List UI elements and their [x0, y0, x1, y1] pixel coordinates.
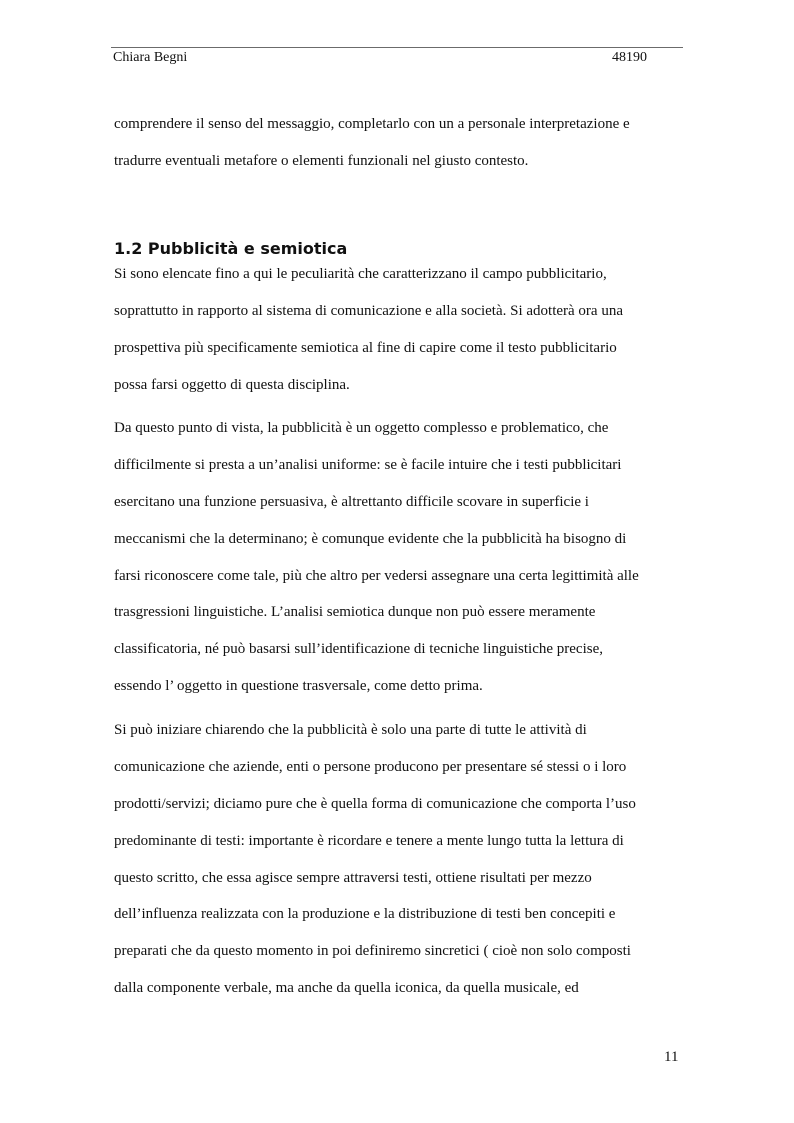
paragraph-section-intro — [114, 256, 684, 404]
header-rule — [111, 47, 683, 48]
text-line: tradurre eventuali metafore o elementi funzionali nel giusto contesto. — [114, 152, 529, 169]
text-line: soprattutto in rapporto al sistema di comunicazione e alla società. Si adotterà ora una — [114, 302, 623, 319]
header-author: Chiara Begni — [113, 50, 188, 65]
text-line: dalla componente verbale, ma anche da quella iconica, da quella musicale, ed — [114, 980, 579, 997]
text-line: predominante di testi: importante è ricordare e tenere a mente lungo tutta la lettura di — [114, 832, 624, 849]
text-line: Si sono elencate fino a qui le peculiarità che caratterizzano il campo pubblicitario, — [114, 266, 607, 282]
text-line: farsi riconoscere come tale, più che altro per vedersi assegnare una certa legittimità alle — [114, 567, 639, 584]
paragraph-semiotic-analysis — [114, 410, 684, 705]
text-line: questo scritto, che essa agisce sempre attraversi testi, ottiene risultati per mezzo — [114, 869, 592, 886]
text-line: Da questo punto di vista, la pubblicità è un oggetto complesso e problematico, che — [114, 420, 609, 436]
paragraph-advertising-definition — [114, 712, 684, 1007]
paragraph-intro-continuation — [114, 106, 684, 180]
text-line: dell’influenza realizzata con la produzione e la distribuzione di testi ben concepiti e — [114, 906, 616, 923]
text-line: trasgressioni linguistiche. L’analisi semiotica dunque non può essere meramente — [114, 604, 596, 621]
text-line: comunicazione che aziende, enti o persone producono per presentare sé stessi o i loro — [114, 758, 627, 775]
section-heading: 1.2 Pubblicità e semiotica — [114, 239, 348, 258]
text-line: meccanismi che la determinano; è comunque evidente che la pubblicità ha bisogno di — [114, 530, 627, 547]
text-line: classificatoria, né può basarsi sull’identificazione di tecniche linguistiche precise, — [114, 641, 603, 658]
text-line: prodotti/servizi; diciamo pure che è quella forma di comunicazione che comporta l’uso — [114, 795, 636, 812]
text-line: possa farsi oggetto di questa disciplina. — [114, 376, 350, 393]
text-line: Si può iniziare chiarendo che la pubblicità è solo una parte di tutte le attività di — [114, 722, 587, 738]
page-number: 11 — [664, 1049, 679, 1065]
text-line: esercitano una funzione persuasiva, è altrettanto difficile scovare in superficie i — [114, 493, 589, 510]
header-id-number: 48190 — [612, 50, 647, 65]
text-line: comprendere il senso del messaggio, completarlo con un a personale interpretazione e — [114, 116, 630, 132]
text-line: preparati che da questo momento in poi definiremo sincretici ( cioè non solo composti — [114, 943, 631, 960]
text-line: essendo l’ oggetto in questione trasversale, come detto prima. — [114, 678, 483, 695]
text-line: difficilmente si presta a un’analisi uniforme: se è facile intuire che i testi pubblicitari — [114, 456, 622, 473]
text-line: prospettiva più specificamente semiotica al fine di capire come il testo pubblicitario — [114, 339, 617, 356]
